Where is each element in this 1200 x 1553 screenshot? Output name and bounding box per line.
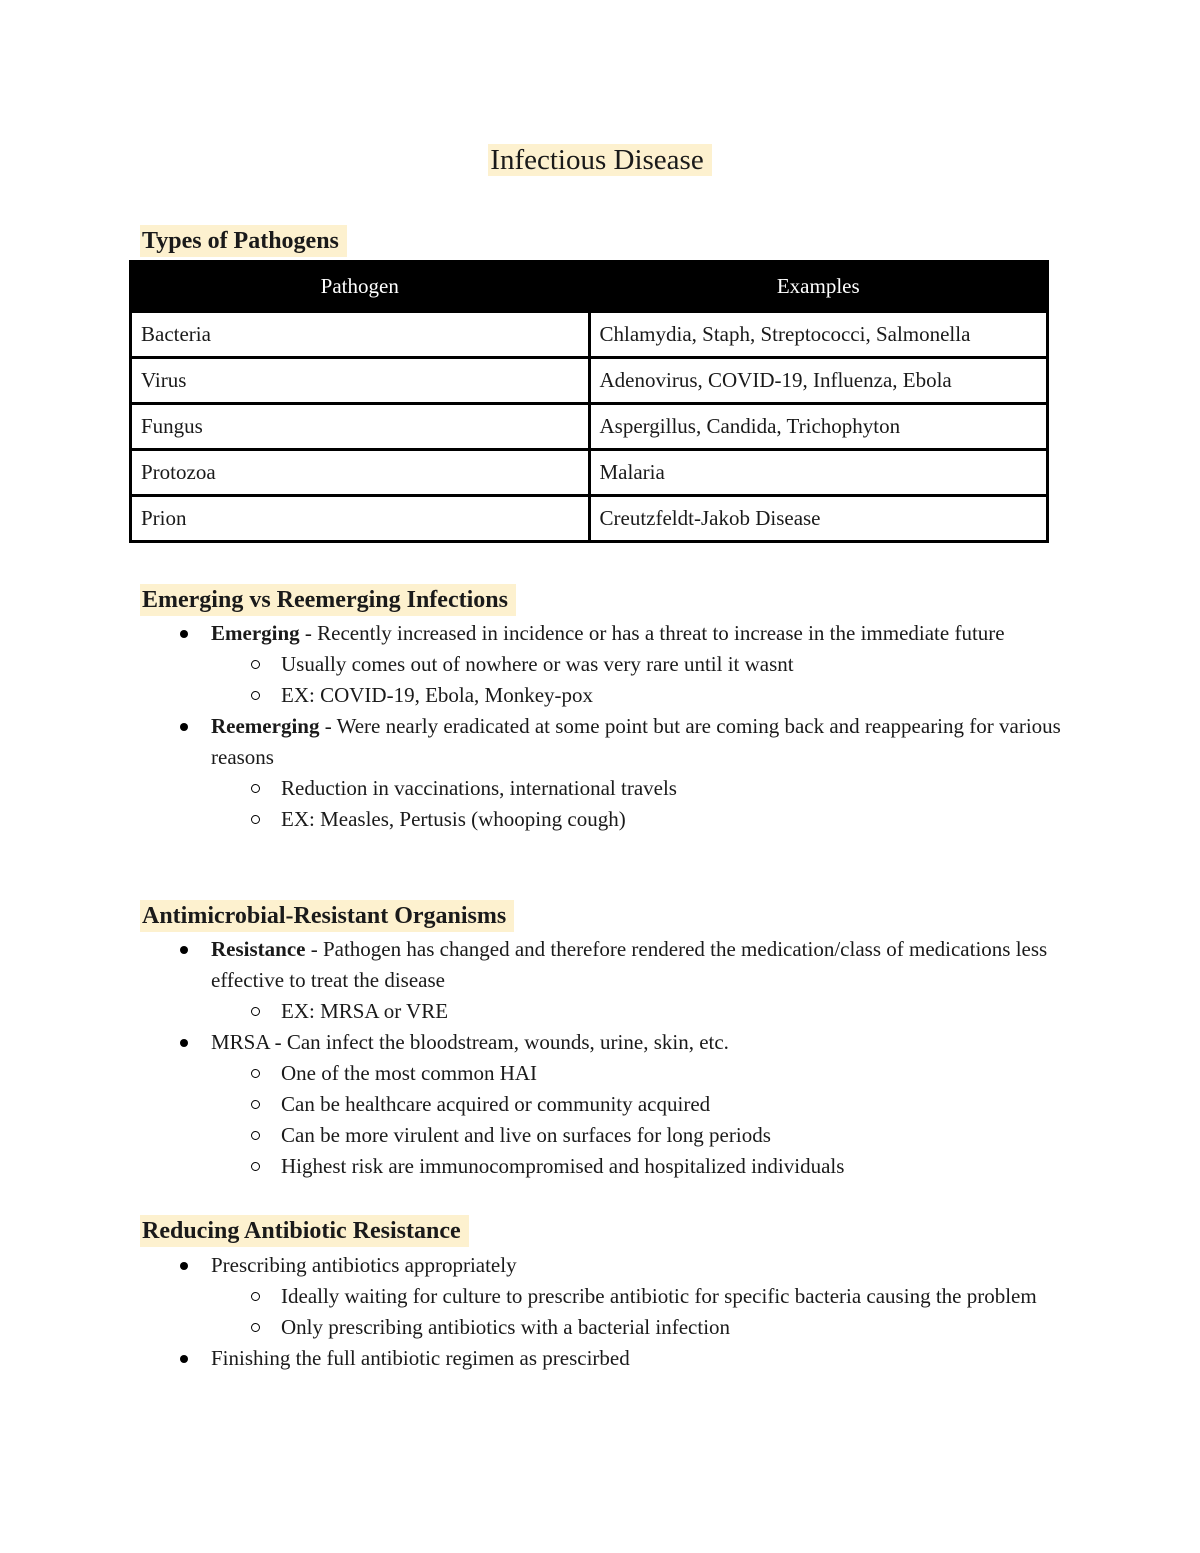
term-label: Emerging — [211, 621, 300, 645]
section-heading-resistant: Antimicrobial-Resistant Organisms — [140, 900, 514, 932]
cell-examples: Malaria — [589, 450, 1048, 496]
cell-examples: Chlamydia, Staph, Streptococci, Salmonella — [589, 312, 1048, 358]
page-title-text: Infectious Disease — [488, 144, 711, 176]
list-item — [0, 934, 1061, 996]
list-subitem — [0, 1312, 1061, 1343]
cell-pathogen: Bacteria — [131, 312, 590, 358]
list-subitem — [0, 1151, 1061, 1182]
list-item-text: EX: MRSA or VRE — [281, 999, 449, 1023]
table-row — [131, 404, 1048, 450]
reducing-list — [0, 1250, 1200, 1374]
list-item-text: Can be healthcare acquired or community acquired — [281, 1092, 711, 1116]
list-item — [0, 1343, 1061, 1374]
cell-examples: Creutzfeldt-Jakob Disease — [589, 496, 1048, 542]
cell-examples: Aspergillus, Candida, Trichophyton — [589, 404, 1048, 450]
list-item-text: Usually comes out of nowhere or was very rare until it wasnt — [281, 652, 794, 676]
resistant-list — [0, 934, 1200, 1182]
cell-pathogen: Fungus — [131, 404, 590, 450]
column-header-pathogen: Pathogen — [131, 262, 590, 312]
column-header-examples: Examples — [589, 262, 1048, 312]
term-label: Resistance — [211, 937, 306, 961]
list-item-text: Finishing the full antibiotic regimen as prescirbed — [211, 1346, 630, 1370]
list-item — [0, 711, 1061, 773]
table-header-row — [131, 262, 1048, 312]
list-subitem — [0, 1058, 1061, 1089]
section-heading-emerging: Emerging vs Reemerging Infections — [140, 584, 516, 616]
cell-pathogen: Protozoa — [131, 450, 590, 496]
list-item-text: Highest risk are immunocompromised and hospitalized individuals — [281, 1154, 845, 1178]
list-subitem — [0, 680, 1061, 711]
section-heading-pathogens: Types of Pathogens — [140, 225, 347, 257]
list-item — [0, 1027, 1061, 1058]
list-item-text: - Were nearly eradicated at some point but are coming back and reappearing for various reasons — [211, 714, 1061, 769]
list-item-text: One of the most common HAI — [281, 1061, 538, 1085]
list-item-text: Can be more virulent and live on surfaces for long periods — [281, 1123, 771, 1147]
list-subitem — [0, 996, 1061, 1027]
list-item-text: - Pathogen has changed and therefore rendered the medication/class of medications less effective to treat the disease — [211, 937, 1048, 992]
list-item-text: MRSA - Can infect the bloodstream, wounds, urine, skin, etc. — [211, 1030, 729, 1054]
pathogens-table — [129, 260, 1049, 543]
list-item-text: Ideally waiting for culture to prescribe antibiotic for specific bacteria causing the problem — [281, 1284, 1037, 1308]
list-item — [0, 618, 1061, 649]
table-row — [131, 358, 1048, 404]
list-subitem — [0, 1089, 1061, 1120]
list-item-text: EX: COVID-19, Ebola, Monkey-pox — [281, 683, 594, 707]
table-row — [131, 450, 1048, 496]
list-subitem — [0, 773, 1061, 804]
list-item-text: - Recently increased in incidence or has a threat to increase in the immediate future — [299, 621, 1005, 645]
page-title — [0, 141, 1200, 179]
emerging-list — [0, 618, 1200, 835]
list-subitem — [0, 804, 1061, 835]
list-item-text: Prescribing antibiotics appropriately — [211, 1253, 517, 1277]
term-label: Reemerging — [211, 714, 320, 738]
table-row — [131, 312, 1048, 358]
table-row — [131, 496, 1048, 542]
list-item — [0, 1250, 1061, 1281]
cell-examples: Adenovirus, COVID-19, Influenza, Ebola — [589, 358, 1048, 404]
cell-pathogen: Virus — [131, 358, 590, 404]
list-subitem — [0, 1120, 1061, 1151]
list-item-text: EX: Measles, Pertusis (whooping cough) — [281, 807, 626, 831]
cell-pathogen: Prion — [131, 496, 590, 542]
list-item-text: Only prescribing antibiotics with a bacterial infection — [281, 1315, 731, 1339]
list-subitem — [0, 1281, 1061, 1312]
section-heading-reducing: Reducing Antibiotic Resistance — [140, 1215, 469, 1247]
list-subitem — [0, 649, 1061, 680]
list-item-text: Reduction in vaccinations, international travels — [281, 776, 677, 800]
